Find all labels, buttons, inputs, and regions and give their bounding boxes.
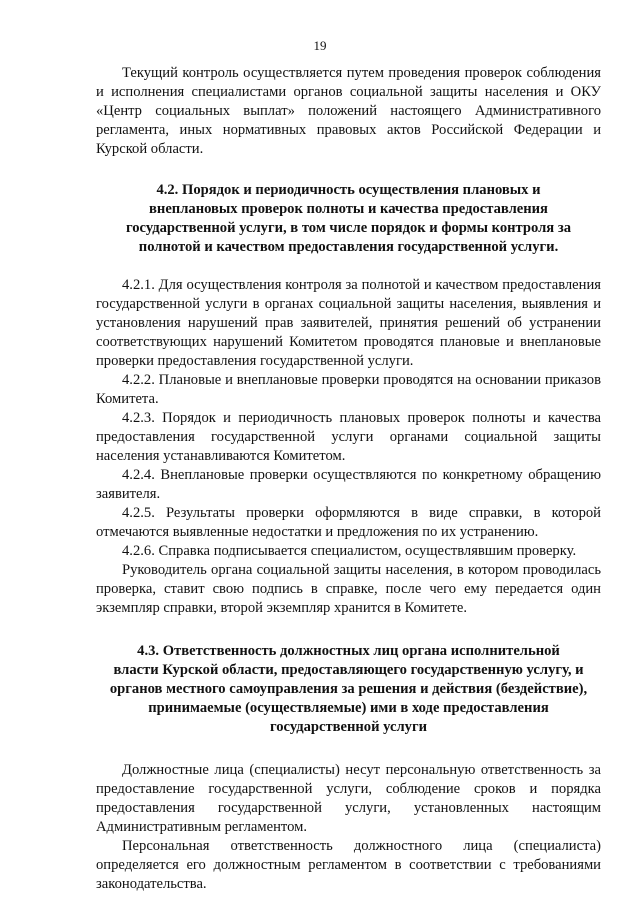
heading-line: внеплановых проверок полноты и качества предоставления bbox=[149, 201, 548, 217]
section-4-3-heading bbox=[96, 642, 601, 737]
heading-line: полнотой и качеством предоставления государственной услуги. bbox=[138, 239, 559, 255]
paragraph-4-2-3: 4.2.3. Порядок и периодичность плановых проверок полноты и качества предоставления государственной услуги органами социальной защиты населения устанавливаются Комитетом. bbox=[96, 410, 601, 464]
heading-line: органов местного самоуправления за решения и действия (бездействие), bbox=[109, 681, 588, 697]
paragraph-responsibility: Должностные лица (специалисты) несут персональную ответственность за предоставление государственной услуги, соблюдение сроков и порядка предоставления государственной услуги, установленных настоящим Административным регламентом. bbox=[96, 762, 601, 835]
paragraph-head-signature: Руководитель органа социальной защиты населения, в котором проводилась проверка, ставит свою подпись в справке, после чего ему передается один экземпляр справки, второй экземпляр хранится в Комитете. bbox=[96, 562, 601, 616]
heading-line: власти Курской области, предоставляющего государственную услугу, и bbox=[113, 662, 584, 678]
heading-line: 4.2. Порядок и периодичность осуществления плановых и bbox=[156, 182, 541, 198]
heading-line: 4.3. Ответственность должностных лиц органа исполнительной bbox=[137, 643, 560, 659]
paragraph-4-2-2: 4.2.2. Плановые и внеплановые проверки проводятся на основании приказов Комитета. bbox=[96, 372, 601, 407]
intro-paragraph: Текущий контроль осуществляется путем проведения проверок соблюдения и исполнения специалистами органов социальной защиты населения и ОКУ «Центр социальных выплат» положений настоящего Административного регламента, иных нормативных правовых актов Российской Федерации и Курской области. bbox=[96, 65, 601, 157]
document-body bbox=[96, 64, 601, 894]
section-4-2-heading bbox=[96, 181, 601, 257]
heading-line: государственной услуги bbox=[269, 719, 428, 735]
paragraph-4-2-1: 4.2.1. Для осуществления контроля за полнотой и качеством предоставления государственной услуги в органах социальной защиты населения, выявления и установления нарушений прав заявителей, принятия решений об устранении соответствующих нарушений Комитетом проводятся плановые и внеплановые проверки предоставления государственной услуги. bbox=[96, 277, 601, 369]
page-number: 19 bbox=[313, 38, 327, 53]
paragraph-4-2-6: 4.2.6. Справка подписывается специалистом, осуществлявшим проверку. bbox=[122, 543, 577, 559]
heading-line: принимаемые (осуществляемые) ими в ходе предоставления bbox=[148, 700, 549, 716]
heading-line: государственной услуги, в том числе порядок и формы контроля за bbox=[125, 220, 572, 236]
paragraph-personal-responsibility: Персональная ответственность должностного лица (специалиста) определяется его должностным регламентом в соответствии с требованиями законодательства. bbox=[96, 838, 601, 892]
paragraph-4-2-5: 4.2.5. Результаты проверки оформляются в виде справки, в которой отмечаются выявленные недостатки и предложения по их устранению. bbox=[96, 505, 601, 540]
paragraph-4-2-4: 4.2.4. Внеплановые проверки осуществляются по конкретному обращению заявителя. bbox=[96, 467, 601, 502]
